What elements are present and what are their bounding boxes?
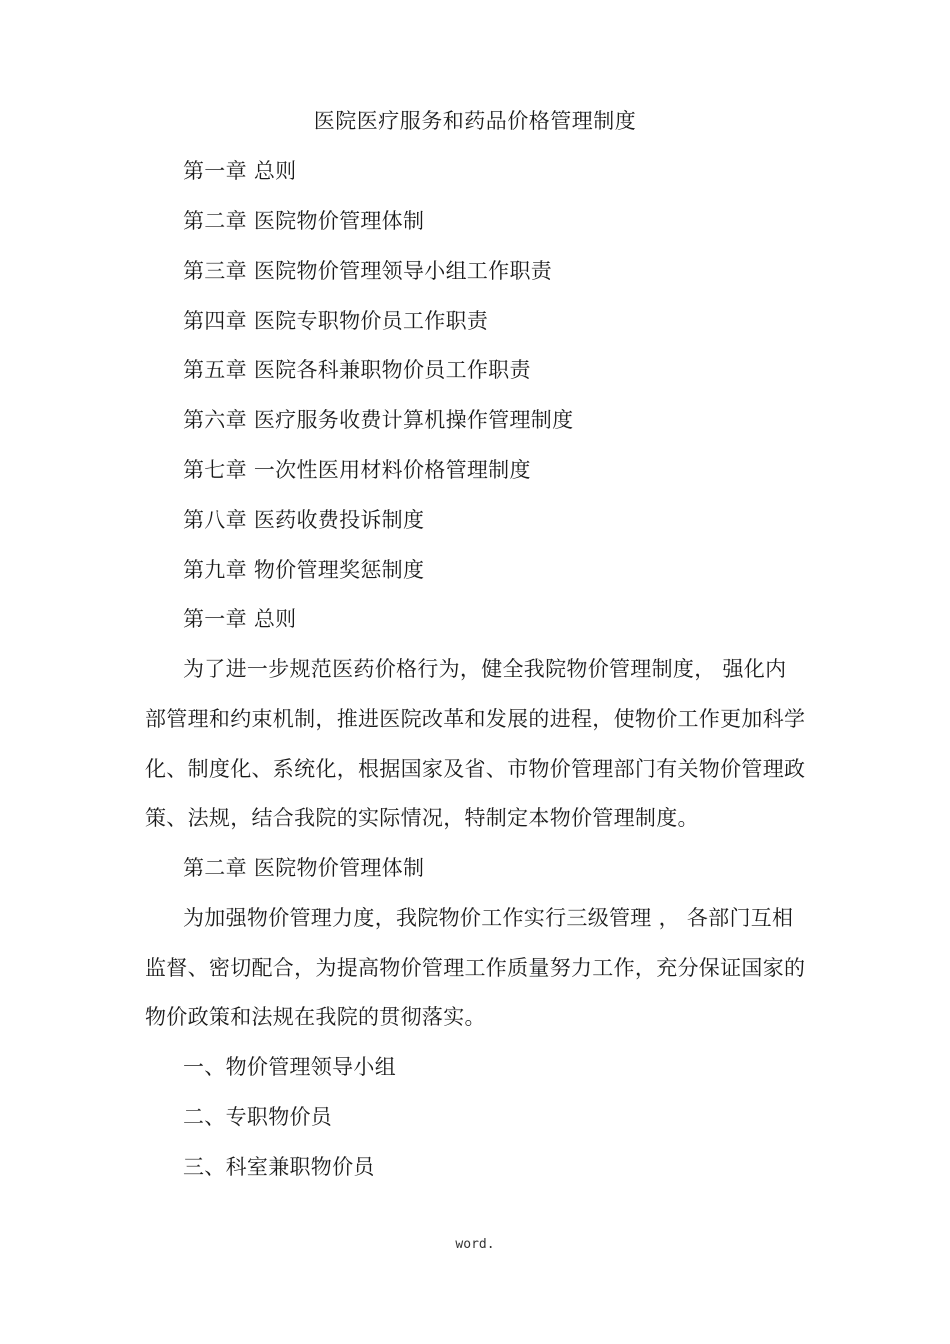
level-item-leadership-group: 一、物价管理领导小组 (183, 1055, 396, 1079)
toc-item-chapter-1: 第一章 总则 (183, 159, 297, 183)
chapter-1-paragraph-line: 部管理和约束机制，推进医院改革和发展的进程，使物价工作更加科学 (145, 707, 806, 731)
level-item-parttime-officer: 三、科室兼职物价员 (183, 1155, 375, 1179)
toc-item-chapter-9: 第九章 物价管理奖惩制度 (183, 558, 425, 582)
toc-item-chapter-8: 第八章 医药收费投诉制度 (183, 508, 425, 532)
toc-item-chapter-7: 第七章 一次性医用材料价格管理制度 (183, 458, 531, 482)
chapter-1-paragraph-line: 化、制度化、系统化，根据国家及省、市物价管理部门有关物价管理政 (145, 757, 806, 781)
chapter-1-paragraph-line: 为了进一步规范医药价格行为，健全我院物价管理制度， 强化内 (183, 657, 787, 681)
toc-item-chapter-4: 第四章 医院专职物价员工作职责 (183, 309, 489, 333)
level-item-fulltime-officer: 二、专职物价员 (183, 1105, 333, 1129)
toc-item-chapter-3: 第三章 医院物价管理领导小组工作职责 (183, 259, 553, 283)
toc-item-chapter-2: 第二章 医院物价管理体制 (183, 209, 425, 233)
document-title: 医院医疗服务和药品价格管理制度 (313, 109, 637, 133)
chapter-2-paragraph-line: 物价政策和法规在我院的贯彻落实。 (145, 1005, 486, 1029)
toc-item-chapter-6: 第六章 医疗服务收费计算机操作管理制度 (183, 408, 574, 432)
toc-item-chapter-5: 第五章 医院各科兼职物价员工作职责 (183, 358, 531, 382)
chapter-2-paragraph-line: 为加强物价管理力度，我院物价工作实行三级管理 ， 各部门互相 (183, 906, 794, 930)
chapter-1-paragraph-line: 策、法规，结合我院的实际情况，特制定本物价管理制度。 (145, 806, 699, 830)
chapter-2-paragraph-line: 监督、密切配合，为提高物价管理工作质量努力工作，充分保证国家的 (145, 956, 806, 980)
page-footer: word. (455, 1237, 495, 1252)
chapter-2-heading: 第二章 医院物价管理体制 (183, 856, 425, 880)
chapter-1-heading: 第一章 总则 (183, 607, 297, 631)
